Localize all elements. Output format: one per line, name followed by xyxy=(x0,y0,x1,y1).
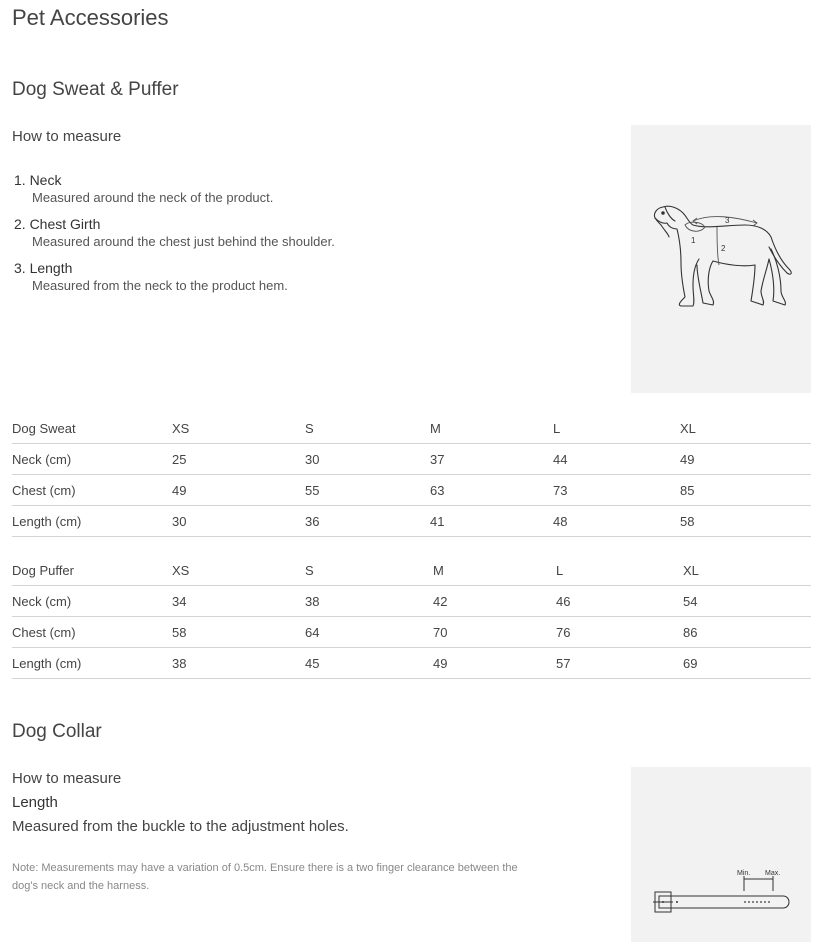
table-cell: 70 xyxy=(430,617,556,648)
page-title: Pet Accessories xyxy=(12,5,169,30)
table-header-cell: S xyxy=(305,420,314,436)
table-header-cell: M xyxy=(433,562,444,578)
collar-length-label: Length xyxy=(12,794,58,811)
table-cell: 63 xyxy=(430,475,553,506)
section-title-dog-collar: Dog Collar xyxy=(12,721,102,742)
dog-label-3: 3 xyxy=(725,216,730,225)
table-cell: 64 xyxy=(305,617,430,648)
table-cell: 58 xyxy=(680,506,811,537)
table-header-cell: XL xyxy=(680,420,696,436)
table-cell: Length (cm) xyxy=(12,506,172,537)
measurement-steps xyxy=(14,171,335,303)
table-cell: 73 xyxy=(553,475,680,506)
table-cell: Neck (cm) xyxy=(12,586,172,617)
dog-label-1: 1 xyxy=(691,236,696,245)
table-row xyxy=(12,617,811,648)
table-cell: 54 xyxy=(683,586,811,617)
how-to-measure-heading: How to measure xyxy=(12,128,122,145)
table-row xyxy=(12,648,811,679)
dog-puffer-size-table xyxy=(12,555,811,679)
table-cell: 86 xyxy=(683,617,811,648)
table-header-cell: XS xyxy=(172,420,190,436)
collar-min-label: Min. xyxy=(737,870,751,877)
table-header-cell: M xyxy=(430,420,441,436)
step-description: Measured around the neck of the product. xyxy=(32,190,274,205)
table-row xyxy=(12,475,811,506)
collar-length-description: Measured from the buckle to the adjustment holes. xyxy=(12,818,349,835)
dog-label-2: 2 xyxy=(721,244,726,253)
dog-illustration-panel xyxy=(631,125,811,393)
step-length xyxy=(14,259,335,295)
step-neck xyxy=(14,171,335,207)
table-cell: 36 xyxy=(305,506,430,537)
table-cell: Length (cm) xyxy=(12,648,172,679)
table-cell: 58 xyxy=(172,617,305,648)
table-cell: 30 xyxy=(172,506,305,537)
table-header-cell: S xyxy=(305,562,314,578)
table-cell: 57 xyxy=(556,648,683,679)
table-cell: Neck (cm) xyxy=(12,444,172,475)
step-label: 1. Neck xyxy=(14,172,62,188)
table-row xyxy=(12,506,811,537)
table-cell: 25 xyxy=(172,444,305,475)
table-header-cell: XS xyxy=(172,562,190,578)
table-cell: 37 xyxy=(430,444,553,475)
step-chest-girth xyxy=(14,215,335,251)
table-header-cell: L xyxy=(556,562,564,578)
table-cell: 46 xyxy=(556,586,683,617)
table-header-cell: XL xyxy=(683,562,699,578)
collar-measurement-icon xyxy=(631,767,811,942)
dog-measurement-icon xyxy=(631,125,811,393)
table-cell: Chest (cm) xyxy=(12,617,172,648)
table-header-cell: L xyxy=(553,420,561,436)
table-header-cell: Dog Sweat xyxy=(12,420,76,436)
table-header-row xyxy=(12,413,811,444)
dog-sweat-size-table xyxy=(12,413,811,537)
table-cell: Chest (cm) xyxy=(12,475,172,506)
table-header-row xyxy=(12,555,811,586)
table-cell: 69 xyxy=(683,648,811,679)
table-cell: 49 xyxy=(172,475,305,506)
measurement-note: Note: Measurements may have a variation of 0.5cm. Ensure there is a two finger clearance between the dog's neck and the harness. xyxy=(12,862,518,892)
table-cell: 76 xyxy=(556,617,683,648)
table-cell: 45 xyxy=(305,648,430,679)
table-row xyxy=(12,586,811,617)
step-label: 2. Chest Girth xyxy=(14,216,101,232)
table-cell: 38 xyxy=(305,586,430,617)
step-description: Measured from the neck to the product hem. xyxy=(32,278,288,293)
table-cell: 55 xyxy=(305,475,430,506)
table-cell: 49 xyxy=(430,648,556,679)
table-cell: 38 xyxy=(172,648,305,679)
section-title-sweat-puffer: Dog Sweat & Puffer xyxy=(12,79,179,100)
step-label: 3. Length xyxy=(14,260,73,276)
table-row xyxy=(12,444,811,475)
collar-max-label: Max. xyxy=(765,870,781,877)
table-cell: 85 xyxy=(680,475,811,506)
table-cell: 34 xyxy=(172,586,305,617)
table-cell: 41 xyxy=(430,506,553,537)
table-header-cell: Dog Puffer xyxy=(12,562,74,578)
collar-how-to-measure: How to measure xyxy=(12,770,122,787)
table-cell: 30 xyxy=(305,444,430,475)
step-description: Measured around the chest just behind the shoulder. xyxy=(32,234,335,249)
table-cell: 44 xyxy=(553,444,680,475)
table-cell: 48 xyxy=(553,506,680,537)
collar-illustration-panel xyxy=(631,767,811,942)
table-cell: 49 xyxy=(680,444,811,475)
table-cell: 42 xyxy=(430,586,556,617)
